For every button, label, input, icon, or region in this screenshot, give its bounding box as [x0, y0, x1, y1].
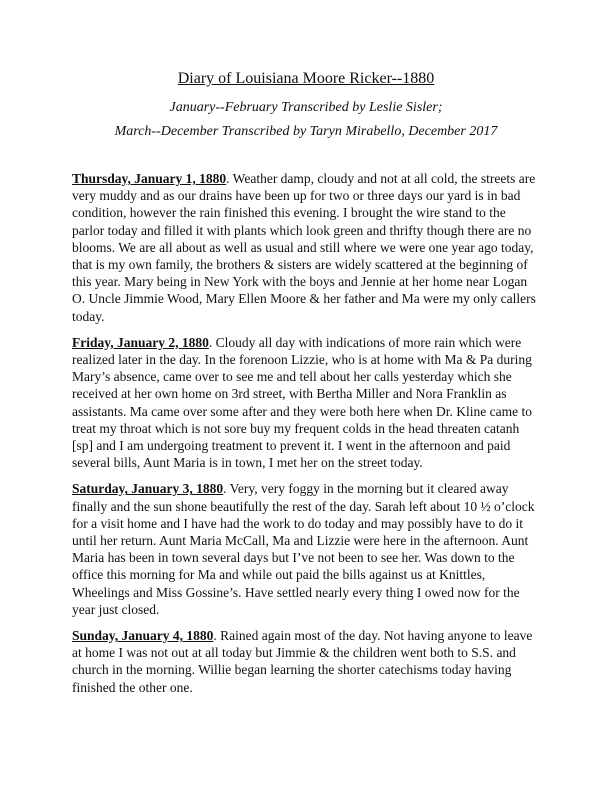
- entry-date: Friday, January 2, 1880: [72, 334, 209, 350]
- document-title: Diary of Louisiana Moore Ricker--1880: [177, 70, 435, 87]
- transcriber-line-2: March--December Transcribed by Taryn Mirabello, December 2017: [114, 124, 498, 139]
- entry-date: Saturday, January 3, 1880: [72, 481, 224, 497]
- entry-text: . Cloudy all day with indications of more rain which were realized later in the day. In the forenoon Lizzie, who is at home with Ma & Pa during Mary’s absence, came over to see me and tell about her calls yesterday which she received at her own home on 3rd street, with Bertha Miller and Nora Franklin as assistants. Ma came over some after and they were both here when Dr. Kline came to treat my throat which is not sore buy my frequent colds in the head threaten catanh [sp] and I am undergoing treatment to prevent it. I went in the afternoon and paid several bills, Aunt Maria is in town, I met her on the street today.: [72, 334, 532, 471]
- entry-text: . Weather damp, cloudy and not at all cold, the streets are very muddy and as our drains have been up for two or three days our yard is in bad condition, however the rain finished this evening. I brought the wire stand to the parlor today and filled it with plants which look green and thrifty though there are no blooms. We are all about as well as usual and still where we were one year ago today, that is my own family, the brothers & sisters are widely scattered at the beginning of this year. Mary being in New York with the boys and Jennie at her home near Logan O. Uncle Jimmie Wood, Mary Ellen Moore & her father and Ma were my only callers today.: [72, 171, 536, 324]
- diary-entry: [72, 627, 540, 696]
- entry-text: . Rained again most of the day. Not having anyone to leave at home I was not out at all today but Jimmie & the children went both to S.S. and church in the morning. Willie began learning the shorter catechisms today having finished the other one.: [72, 628, 533, 695]
- entry-date: Thursday, January 1, 1880: [72, 171, 227, 186]
- entry-date: Sunday, January 4, 1880: [72, 628, 214, 644]
- diary-entry: [72, 480, 540, 618]
- diary-entry: [72, 334, 540, 472]
- diary-entry: [72, 170, 540, 325]
- entry-text: . Very, very foggy in the morning but it cleared away finally and the sun shone beautifully the rest of the day. Sarah left about 10 ½ o’clock for a visit home and I have had the work to do today and may possibly have to do it until her return. Aunt Maria McCall, Ma and Lizzie were here in the afternoon. Aunt Maria has been in town several days but I’ve not been to see her. Was down to the office this morning for Ma and while out paid the bills against us at Knittles, Wheelings and Miss Gossine’s. Have settled nearly every thing I owed now for the year just closed.: [72, 481, 535, 617]
- transcriber-line-1: January--February Transcribed by Leslie Sisler;: [169, 100, 443, 115]
